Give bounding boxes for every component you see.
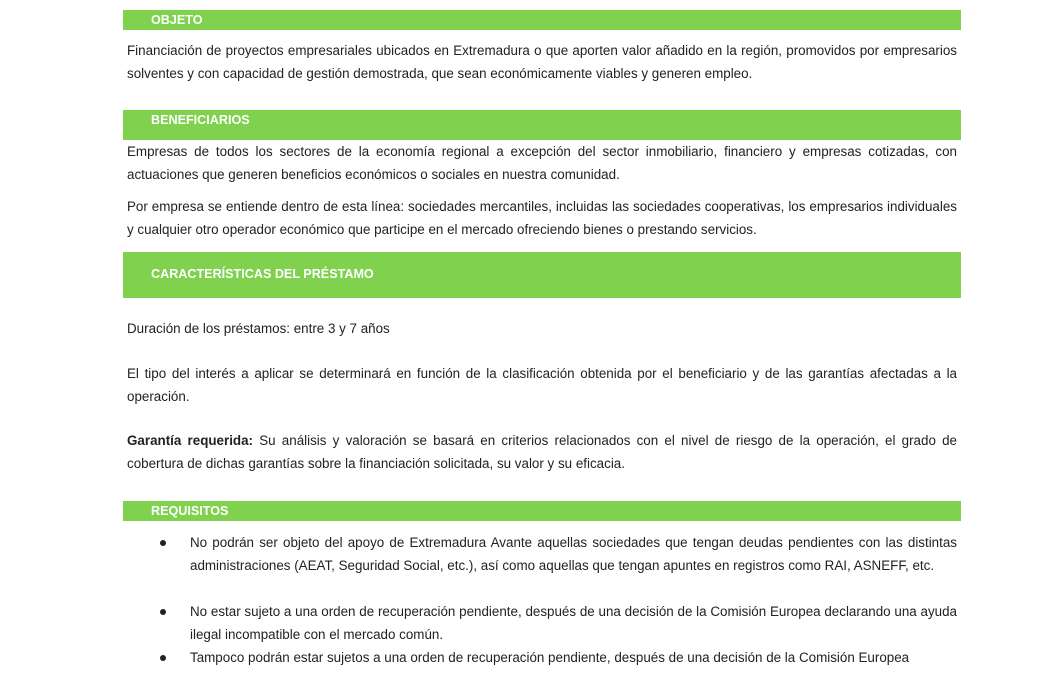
bullet-icon	[160, 609, 166, 615]
bullet-icon	[160, 655, 166, 661]
section-heading-caracteristicas	[123, 252, 961, 298]
requisito-text: No podrán ser objeto del apoyo de Extremadura Avante aquellas sociedades que tengan deudas pendientes con las distintas administraciones (AEAT, Seguridad Social, etc.), así como aquellas que tengan apuntes en registros como RAI, ASNEFF, etc.	[190, 535, 957, 573]
section-heading-requisitos-text: REQUISITOS	[151, 504, 229, 518]
section-heading-requisitos	[123, 501, 961, 521]
garantia-label: Garantía requerida:	[127, 433, 254, 448]
requisito-item	[160, 646, 960, 669]
bullet-icon	[160, 540, 166, 546]
section-heading-objeto	[123, 10, 961, 30]
section-heading-objeto-text: OBJETO	[151, 13, 203, 27]
section-heading-beneficiarios	[123, 110, 961, 140]
interes-paragraph: El tipo del interés a aplicar se determinará en función de la clasificación obtenida por el beneficiario y de las garantías afectadas a la operación.	[127, 366, 957, 404]
garantia-paragraph	[127, 429, 957, 475]
requisito-item	[160, 531, 960, 577]
requisito-text: No estar sujeto a una orden de recuperación pendiente, después de una decisión de la Comisión Europea declarando una ayuda ilegal incompatible con el mercado común.	[190, 604, 957, 642]
garantia-text: Su análisis y valoración se basará en criterios relacionados con el nivel de riesgo de la operación, el grado de cobertura de dichas garantías sobre la financiación solicitada, su valor y su eficacia.	[127, 433, 957, 471]
section-heading-caracteristicas-text: CARACTERÍSTICAS DEL PRÉSTAMO	[151, 267, 374, 281]
section-heading-beneficiarios-text: BENEFICIARIOS	[151, 113, 250, 127]
duracion-paragraph: Duración de los préstamos: entre 3 y 7 años	[127, 321, 390, 336]
requisito-text: Tampoco podrán estar sujetos a una orden de recuperación pendiente, después de una decisión de la Comisión Europea	[190, 650, 910, 665]
beneficiarios-paragraph-2: Por empresa se entiende dentro de esta línea: sociedades mercantiles, incluidas las sociedades cooperativas, los empresarios individuales y cualquier otro operador económico que participe en el mercado ofreciendo bienes o prestando servicios.	[127, 199, 957, 237]
beneficiarios-paragraph-1: Empresas de todos los sectores de la economía regional a excepción del sector inmobiliario, financiero y empresas cotizadas, con actuaciones que generen beneficios económicos o sociales en nuestra comunidad.	[127, 144, 957, 182]
requisito-item	[160, 600, 960, 646]
objeto-paragraph: Financiación de proyectos empresariales ubicados en Extremadura o que aporten valor añadido en la región, promovidos por empresarios solventes y con capacidad de gestión demostrada, que sean económicamente viables y generen empleo.	[127, 43, 957, 81]
